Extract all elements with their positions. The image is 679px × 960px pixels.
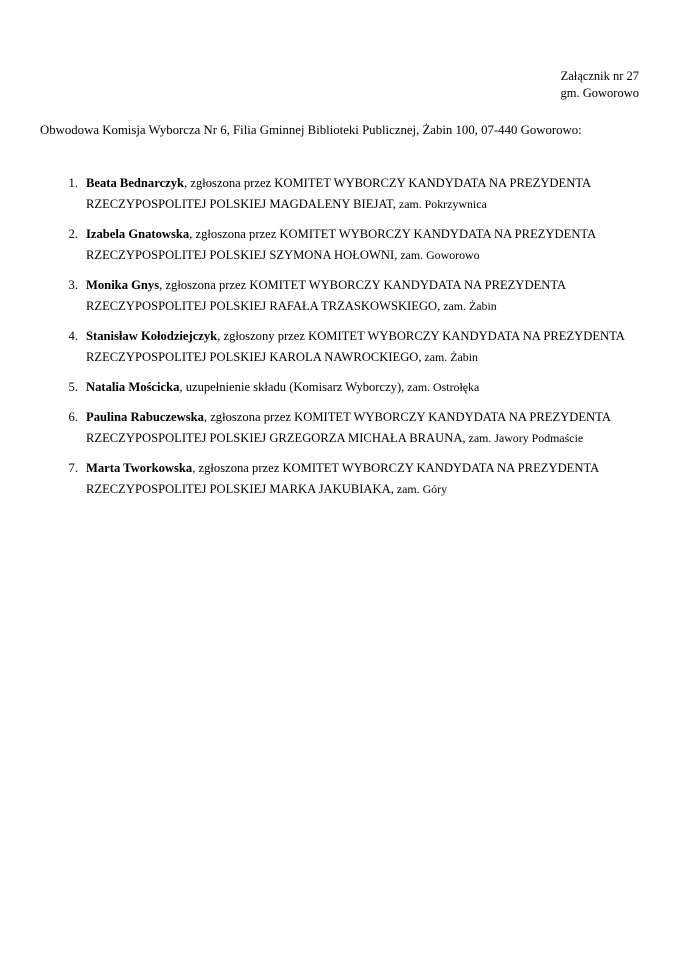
list-item: [40, 458, 640, 500]
member-residence: zam. Góry: [393, 482, 448, 496]
list-item-number: 4.: [68, 329, 78, 343]
member-nomination: , zgłoszona przez KOMITET WYBORCZY KANDYDATA NA PREZYDENTA RZECZYPOSPOLITEJ POLSKIEJ GRZEGORZA MICHAŁA BRAUNA,: [86, 410, 611, 445]
members-list: [40, 173, 640, 509]
list-item: [40, 407, 640, 449]
attachment-number: Załącznik nr 27: [560, 69, 639, 83]
list-item: [40, 377, 640, 398]
member-nomination: , zgłoszony przez KOMITET WYBORCZY KANDYDATA NA PREZYDENTA RZECZYPOSPOLITEJ POLSKIEJ KAROLA NAWROCKIEGO,: [86, 329, 625, 364]
list-item-text: [86, 275, 634, 317]
list-item-number: 3.: [68, 278, 78, 292]
member-nomination: , zgłoszona przez KOMITET WYBORCZY KANDYDATA NA PREZYDENTA RZECZYPOSPOLITEJ POLSKIEJ MAGDALENY BIEJAT,: [86, 176, 591, 211]
commission-heading: Obwodowa Komisja Wyborcza Nr 6, Filia Gminnej Biblioteki Publicznej, Żabin 100, 07-440 Goworowo:: [40, 123, 582, 137]
municipality-name: gm. Goworowo: [560, 86, 639, 100]
list-item-text: [86, 458, 634, 500]
member-residence: zam. Ostrołęka: [404, 380, 480, 394]
member-residence: zam. Żabin: [440, 299, 497, 313]
list-item-number: 6.: [68, 410, 78, 424]
list-item: [40, 224, 640, 266]
document-header: [561, 68, 639, 102]
member-name: Monika Gnys: [86, 278, 160, 292]
list-item: [40, 173, 640, 215]
member-residence: zam. Żabin: [421, 350, 478, 364]
member-nomination: , zgłoszona przez KOMITET WYBORCZY KANDYDATA NA PREZYDENTA RZECZYPOSPOLITEJ POLSKIEJ RAFAŁA TRZASKOWSKIEGO,: [86, 278, 566, 313]
member-name: Natalia Mościcka: [86, 380, 180, 394]
member-residence: zam. Pokrzywnica: [395, 197, 487, 211]
list-item-text: [86, 326, 634, 368]
member-residence: zam. Jawory Podmaście: [465, 431, 584, 445]
list-item: [40, 275, 640, 317]
member-name: Paulina Rabuczewska: [86, 410, 204, 424]
list-item: [40, 326, 640, 368]
member-nomination: , uzupełnienie składu (Komisarz Wyborczy),: [179, 380, 405, 394]
list-item-text: [86, 224, 634, 266]
list-item-number: 7.: [68, 461, 78, 475]
member-residence: zam. Goworowo: [397, 248, 480, 262]
list-item-text: [86, 407, 634, 449]
member-nomination: , zgłoszona przez KOMITET WYBORCZY KANDYDATA NA PREZYDENTA RZECZYPOSPOLITEJ POLSKIEJ MARKA JAKUBIAKA,: [86, 461, 599, 496]
member-nomination: , zgłoszona przez KOMITET WYBORCZY KANDYDATA NA PREZYDENTA RZECZYPOSPOLITEJ POLSKIEJ SZYMONA HOŁOWNI,: [86, 227, 596, 262]
list-item-number: 2.: [68, 227, 78, 241]
member-name: Izabela Gnatowska: [86, 227, 190, 241]
member-name: Stanisław Kołodziejczyk: [86, 329, 218, 343]
list-item-text: [86, 377, 634, 398]
member-name: Marta Tworkowska: [86, 461, 193, 475]
member-name: Beata Bednarczyk: [86, 176, 185, 190]
list-item-number: 5.: [68, 380, 78, 394]
list-item-text: [86, 173, 634, 215]
list-item-number: 1.: [68, 176, 78, 190]
